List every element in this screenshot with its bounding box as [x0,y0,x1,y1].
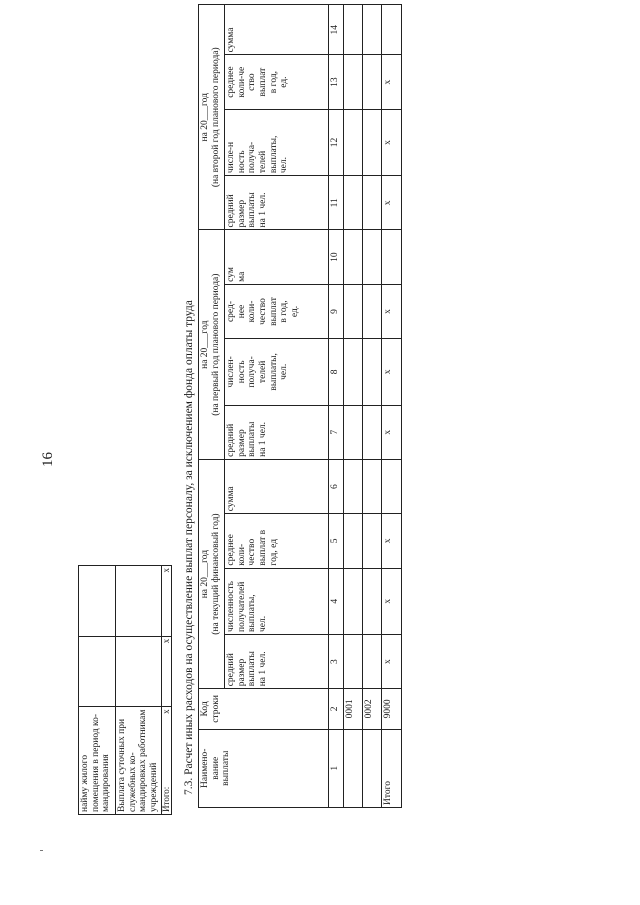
x-mark: x [382,405,402,459]
column-number: 10 [329,230,344,284]
column-number: 1 [329,729,344,807]
table-cell [363,568,382,634]
table-cell [116,566,162,637]
table-cell [363,176,382,230]
section-title: 7.3. Расчет иных расходов на осуществление выплат персоналу, за исключением фонда оплаты труда [183,300,195,795]
x-mark: x [382,109,402,175]
sub-header: сред- нее коли- чество выплат в год, ед. [225,284,329,338]
sub-header: сумма [225,459,329,513]
table-cell [363,339,382,405]
table-cell [344,230,363,284]
sub-header: сумма [225,5,329,55]
column-number-row [329,5,344,808]
row-name [344,729,363,807]
column-number: 14 [329,5,344,55]
subheader-row [225,5,329,808]
top-table [78,565,172,815]
column-number: 9 [329,284,344,338]
table-row [116,566,162,815]
table-cell [344,109,363,175]
row-name [363,729,382,807]
column-number: 11 [329,176,344,230]
total-label: Итого [382,729,402,807]
total-code: 9000 [382,689,402,729]
x-mark: x [382,55,402,109]
period-header: на 20___год (на текущий финансовый год) [199,459,225,688]
table-cell [363,230,382,284]
sub-header: числе-н ность получа- телей выплаты, чел. [225,109,329,175]
sub-header: среднее коли-че ство выплат в год, ед. [225,55,329,109]
column-number: 13 [329,55,344,109]
column-number: 3 [329,634,344,688]
table-row [344,5,363,808]
table-row [79,566,116,815]
sub-header: средний размер выплаты на 1 чел. [225,405,329,459]
period-header: на 20___год (на второй год планового периода) [199,5,225,230]
x-mark: x [161,566,171,637]
table-cell [363,284,382,338]
table-cell [363,109,382,175]
column-number: 8 [329,339,344,405]
table-cell [382,459,402,513]
x-mark: x [382,514,402,568]
x-mark: x [382,339,402,405]
table-cell [344,339,363,405]
sub-header: средний размер выплаты на 1 чел. [225,176,329,230]
table-cell [344,514,363,568]
header-row [199,5,225,808]
row-name: найму жилого помещения в период ко- мандирования [79,707,116,815]
table-cell [363,405,382,459]
sub-header: численность получателей выплаты, чел. [225,568,329,634]
table-cell [363,634,382,688]
sub-header: средний размер выплаты на 1 чел. [225,634,329,688]
column-number: 2 [329,689,344,729]
column-number: 12 [329,109,344,175]
sub-header: числен- ность получа- телей выплаты, чел. [225,339,329,405]
sub-header: среднее коли- чество выплат в год, ед [225,514,329,568]
table-cell [344,568,363,634]
total-row [382,5,402,808]
x-mark: x [382,176,402,230]
x-mark: x [160,709,171,714]
scan-mark [40,850,43,851]
page-number: 16 [40,452,56,467]
x-mark: x [382,634,402,688]
period-header: на 20___год (на первый год планового периода) [199,230,225,459]
col-header-name: Наимено- вание выплаты [199,729,329,807]
column-number: 4 [329,568,344,634]
table-cell [382,5,402,55]
column-number: 7 [329,405,344,459]
total-row [161,566,171,815]
sub-header: сум ма [225,230,329,284]
column-number: 5 [329,514,344,568]
total-label-text: Итого: [160,786,171,812]
column-number: 6 [329,459,344,513]
row-code: 0002 [363,689,382,729]
x-mark: x [382,284,402,338]
x-mark: x [161,636,171,707]
table-cell [363,514,382,568]
table-cell [116,636,162,707]
table-cell [363,459,382,513]
row-code: 0001 [344,689,363,729]
table-cell [344,5,363,55]
x-mark: x [382,568,402,634]
table-cell [344,459,363,513]
row-name: Выплата суточных при служебных ко- мандировках работникам учреждений [116,707,162,815]
table-cell [344,284,363,338]
main-table [198,4,402,808]
table-cell [79,566,116,637]
table-cell [344,405,363,459]
table-row [363,5,382,808]
table-cell [344,634,363,688]
table-cell [363,5,382,55]
table-cell [382,230,402,284]
total-label [161,707,171,815]
table-cell [79,636,116,707]
table-cell [363,55,382,109]
table-cell [344,176,363,230]
col-header-code: Код строки [199,689,329,729]
table-cell [344,55,363,109]
